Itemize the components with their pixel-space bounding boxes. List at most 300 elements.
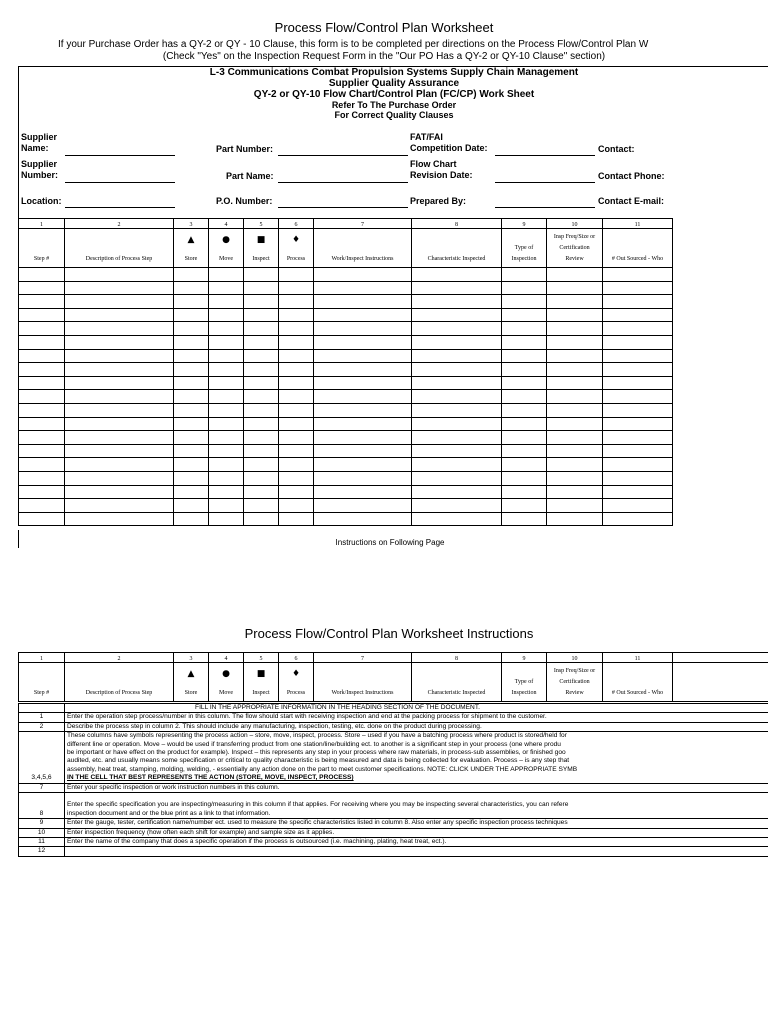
- table-cell[interactable]: [19, 390, 65, 404]
- column-header: [412, 663, 502, 702]
- table-cell[interactable]: [279, 281, 314, 295]
- table-cell[interactable]: [279, 363, 314, 377]
- table-cell[interactable]: [547, 417, 603, 431]
- flow-chart-field[interactable]: [495, 182, 595, 183]
- instruction-text: [65, 828, 768, 837]
- table-cell[interactable]: [603, 458, 673, 472]
- table-cell[interactable]: [209, 349, 244, 363]
- table-cell[interactable]: [174, 281, 209, 295]
- table-cell[interactable]: [547, 349, 603, 363]
- table-cell[interactable]: [174, 485, 209, 499]
- table-cell[interactable]: [174, 417, 209, 431]
- fat-fai-field[interactable]: [495, 155, 595, 156]
- table-cell[interactable]: [65, 417, 174, 431]
- table-cell[interactable]: [174, 335, 209, 349]
- table-cell[interactable]: [279, 349, 314, 363]
- table-row: [19, 403, 673, 417]
- column-number: 6: [279, 653, 314, 663]
- table-cell[interactable]: [603, 308, 673, 322]
- table-cell[interactable]: [19, 349, 65, 363]
- table-cell[interactable]: [244, 444, 279, 458]
- table-cell[interactable]: [279, 471, 314, 485]
- inspect-symbol-icon: ■: [256, 235, 266, 245]
- table-cell[interactable]: [547, 281, 603, 295]
- table-cell[interactable]: [412, 417, 502, 431]
- table-cell[interactable]: [209, 308, 244, 322]
- instruction-row: [19, 838, 768, 847]
- table-cell[interactable]: [65, 308, 174, 322]
- column-header: [502, 229, 547, 268]
- column-header-label: Store: [184, 256, 198, 262]
- column-number: 7: [314, 219, 412, 229]
- table-cell[interactable]: [19, 363, 65, 377]
- table-cell[interactable]: [603, 295, 673, 309]
- table-cell[interactable]: [65, 376, 174, 390]
- table-cell[interactable]: [209, 485, 244, 499]
- move-symbol-icon: ●: [222, 669, 230, 679]
- table-cell[interactable]: [174, 444, 209, 458]
- table-cell[interactable]: [209, 444, 244, 458]
- instruction-line: inspection document and or the blue print as a link to that information.: [67, 809, 271, 817]
- supplier-number-label: Supplier Number:: [21, 159, 59, 180]
- table-cell[interactable]: [244, 458, 279, 472]
- table-cell[interactable]: [314, 349, 412, 363]
- table-cell[interactable]: [209, 390, 244, 404]
- table-cell[interactable]: [209, 499, 244, 513]
- table-cell[interactable]: [603, 471, 673, 485]
- instruction-step-number: 12: [19, 847, 65, 856]
- table-cell[interactable]: [279, 295, 314, 309]
- table-cell[interactable]: [412, 363, 502, 377]
- column-header: [603, 663, 673, 702]
- instructions-table: [18, 703, 768, 857]
- table-cell[interactable]: [244, 417, 279, 431]
- table-cell[interactable]: [412, 376, 502, 390]
- table-cell[interactable]: [502, 268, 547, 282]
- table-cell[interactable]: [547, 363, 603, 377]
- table-cell[interactable]: [603, 417, 673, 431]
- table-cell[interactable]: [314, 417, 412, 431]
- table-cell[interactable]: [603, 349, 673, 363]
- table-cell[interactable]: [174, 295, 209, 309]
- table-cell[interactable]: [65, 349, 174, 363]
- table-cell[interactable]: [603, 512, 673, 526]
- table-cell[interactable]: [314, 295, 412, 309]
- table-cell[interactable]: [65, 295, 174, 309]
- table-cell[interactable]: [314, 268, 412, 282]
- table-cell[interactable]: [603, 499, 673, 513]
- table-cell[interactable]: [279, 335, 314, 349]
- table-cell[interactable]: [244, 349, 279, 363]
- worksheet-subtitle-2: (Check "Yes" on the Inspection Request Form in the "Our PO Has a QY-2 or QY-10 Clause" section): [162, 51, 606, 62]
- table-cell[interactable]: [65, 403, 174, 417]
- table-cell[interactable]: [65, 471, 174, 485]
- column-number-row: [19, 219, 673, 229]
- table-cell[interactable]: [603, 376, 673, 390]
- table-row: [19, 363, 673, 377]
- table-cell[interactable]: [314, 444, 412, 458]
- table-cell[interactable]: [314, 390, 412, 404]
- table-cell[interactable]: [603, 485, 673, 499]
- banner-spacer: [19, 704, 65, 713]
- column-number: 3: [174, 653, 209, 663]
- instruction-text: [65, 783, 768, 792]
- table-cell[interactable]: [314, 376, 412, 390]
- table-cell[interactable]: [279, 376, 314, 390]
- column-header: [673, 663, 768, 702]
- column-number: 10: [547, 653, 603, 663]
- table-cell[interactable]: [174, 268, 209, 282]
- table-cell[interactable]: [547, 499, 603, 513]
- table-cell[interactable]: [279, 417, 314, 431]
- table-cell[interactable]: [19, 322, 65, 336]
- table-cell[interactable]: [174, 512, 209, 526]
- worksheet-subtitle-1: If your Purchase Order has a QY-2 or QY - 10 Clause, this form is to be completed per directions on the Process Flow/Control Plan W: [58, 39, 649, 50]
- table-cell[interactable]: [279, 308, 314, 322]
- instruction-text: [65, 793, 768, 819]
- table-cell[interactable]: [174, 349, 209, 363]
- table-cell[interactable]: [279, 431, 314, 445]
- table-cell[interactable]: [19, 431, 65, 445]
- table-cell[interactable]: [502, 363, 547, 377]
- table-cell[interactable]: [279, 499, 314, 513]
- table-cell[interactable]: [314, 403, 412, 417]
- column-header-label: Move: [219, 256, 233, 262]
- instruction-row: [19, 713, 768, 722]
- store-symbol-icon: ▲: [187, 669, 195, 679]
- column-number: 1: [19, 219, 65, 229]
- table-cell[interactable]: [209, 431, 244, 445]
- table-cell[interactable]: [412, 403, 502, 417]
- table-cell[interactable]: [314, 431, 412, 445]
- column-header-label: Characteristic Inspected: [427, 690, 486, 696]
- table-cell[interactable]: [314, 335, 412, 349]
- table-cell[interactable]: [279, 512, 314, 526]
- location-field[interactable]: [65, 207, 175, 208]
- column-header-label: Process: [286, 690, 306, 696]
- table-cell[interactable]: [65, 512, 174, 526]
- table-cell[interactable]: [174, 499, 209, 513]
- instruction-line: [67, 847, 766, 855]
- table-cell[interactable]: [279, 444, 314, 458]
- column-header-label: Type of Inspection: [511, 245, 537, 262]
- table-row: [19, 349, 673, 363]
- table-cell[interactable]: [603, 268, 673, 282]
- table-cell[interactable]: [19, 485, 65, 499]
- instruction-line: IN THE CELL THAT BEST REPRESENTS THE ACTION (STORE, MOVE, INSPECT, PROCESS): [67, 774, 354, 782]
- table-cell[interactable]: [65, 363, 174, 377]
- table-cell[interactable]: [412, 335, 502, 349]
- table-cell[interactable]: [502, 444, 547, 458]
- table-cell[interactable]: [502, 308, 547, 322]
- table-cell[interactable]: [65, 485, 174, 499]
- table-cell[interactable]: [244, 335, 279, 349]
- table-cell[interactable]: [244, 322, 279, 336]
- table-cell[interactable]: [209, 363, 244, 377]
- table-row: [19, 376, 673, 390]
- supplier-number-field[interactable]: [65, 182, 175, 183]
- table-cell[interactable]: [244, 485, 279, 499]
- instruction-step-number: 7: [19, 783, 65, 792]
- table-cell[interactable]: [547, 376, 603, 390]
- table-row: [19, 512, 673, 526]
- table-cell[interactable]: [412, 295, 502, 309]
- column-header: [174, 229, 209, 268]
- table-row: [19, 417, 673, 431]
- table-cell[interactable]: [279, 322, 314, 336]
- column-number: 5: [244, 653, 279, 663]
- table-cell[interactable]: [502, 403, 547, 417]
- table-cell[interactable]: [65, 499, 174, 513]
- table-cell[interactable]: [603, 322, 673, 336]
- table-cell[interactable]: [547, 485, 603, 499]
- table-cell[interactable]: [547, 390, 603, 404]
- table-cell[interactable]: [19, 403, 65, 417]
- table-cell[interactable]: [209, 403, 244, 417]
- table-cell[interactable]: [502, 390, 547, 404]
- instruction-text: [65, 713, 768, 722]
- column-number: 6: [279, 219, 314, 229]
- table-cell[interactable]: [547, 512, 603, 526]
- table-cell[interactable]: [65, 458, 174, 472]
- table-cell[interactable]: [314, 485, 412, 499]
- table-cell[interactable]: [412, 499, 502, 513]
- table-cell[interactable]: [244, 431, 279, 445]
- process-symbol-icon: ♦: [291, 235, 301, 245]
- instruction-line: [67, 793, 766, 801]
- table-cell[interactable]: [174, 363, 209, 377]
- table-cell[interactable]: [502, 322, 547, 336]
- table-cell[interactable]: [547, 268, 603, 282]
- table-cell[interactable]: [209, 295, 244, 309]
- table-cell[interactable]: [19, 281, 65, 295]
- table-cell[interactable]: [412, 322, 502, 336]
- table-cell[interactable]: [412, 485, 502, 499]
- table-cell[interactable]: [244, 281, 279, 295]
- column-header-label: Insp Freq/Size or Certification Review: [553, 234, 596, 262]
- table-cell[interactable]: [174, 376, 209, 390]
- table-cell[interactable]: [244, 471, 279, 485]
- column-header-label: Type of Inspection: [511, 679, 537, 696]
- table-cell[interactable]: [502, 295, 547, 309]
- footer-note: Instructions on Following Page: [335, 538, 445, 547]
- table-cell[interactable]: [209, 417, 244, 431]
- table-cell[interactable]: [19, 376, 65, 390]
- table-cell[interactable]: [279, 403, 314, 417]
- part-number-label: Part Number:: [216, 144, 274, 154]
- table-cell[interactable]: [209, 458, 244, 472]
- table-cell[interactable]: [19, 417, 65, 431]
- table-cell[interactable]: [412, 390, 502, 404]
- instruction-line: be important or have effect on the product for example). Inspect – this represents any step in your process where raw materials, in process-sub assemblies, or finished goo: [67, 749, 566, 757]
- table-cell[interactable]: [547, 431, 603, 445]
- table-cell[interactable]: [244, 376, 279, 390]
- table-cell[interactable]: [279, 268, 314, 282]
- table-cell[interactable]: [209, 335, 244, 349]
- instructions-banner-row: [19, 704, 768, 713]
- table-cell[interactable]: [174, 322, 209, 336]
- instruction-text: [65, 819, 768, 828]
- table-cell[interactable]: [314, 308, 412, 322]
- table-cell[interactable]: [174, 403, 209, 417]
- table-cell[interactable]: [603, 363, 673, 377]
- table-cell[interactable]: [502, 471, 547, 485]
- instructions-column-table: [18, 652, 768, 702]
- po-number-field[interactable]: [278, 207, 408, 208]
- instruction-row: [19, 847, 768, 856]
- table-cell[interactable]: [314, 322, 412, 336]
- table-cell[interactable]: [603, 390, 673, 404]
- instruction-text: [65, 732, 768, 783]
- column-number: 4: [209, 653, 244, 663]
- table-cell[interactable]: [65, 322, 174, 336]
- table-cell[interactable]: [174, 458, 209, 472]
- part-number-field[interactable]: [278, 155, 408, 156]
- table-cell[interactable]: [174, 431, 209, 445]
- table-cell[interactable]: [603, 281, 673, 295]
- column-header-label: # Out Sourced - Who: [611, 690, 664, 696]
- table-cell[interactable]: [412, 308, 502, 322]
- table-cell[interactable]: [244, 308, 279, 322]
- table-cell[interactable]: [209, 471, 244, 485]
- table-row: [19, 268, 673, 282]
- contact-phone-label: Contact Phone:: [598, 171, 665, 181]
- table-cell[interactable]: [19, 295, 65, 309]
- table-cell[interactable]: [65, 390, 174, 404]
- table-cell[interactable]: [279, 458, 314, 472]
- header-line: Refer To The Purchase Order: [331, 100, 457, 110]
- table-cell[interactable]: [244, 390, 279, 404]
- process-flow-table: [18, 218, 673, 526]
- table-cell[interactable]: [65, 335, 174, 349]
- table-cell[interactable]: [412, 431, 502, 445]
- table-cell[interactable]: [209, 322, 244, 336]
- table-cell[interactable]: [502, 335, 547, 349]
- table-cell[interactable]: [244, 512, 279, 526]
- table-cell[interactable]: [314, 471, 412, 485]
- instruction-row: [19, 732, 768, 783]
- table-row: [19, 431, 673, 445]
- column-number: 4: [209, 219, 244, 229]
- column-header-label: Characteristic Inspected: [427, 256, 486, 262]
- table-cell[interactable]: [65, 268, 174, 282]
- table-cell[interactable]: [603, 431, 673, 445]
- table-cell[interactable]: [209, 268, 244, 282]
- table-cell[interactable]: [412, 444, 502, 458]
- table-cell[interactable]: [209, 512, 244, 526]
- table-cell[interactable]: [547, 471, 603, 485]
- table-cell[interactable]: [19, 308, 65, 322]
- table-cell[interactable]: [502, 485, 547, 499]
- column-header-label: Store: [184, 690, 198, 696]
- table-cell[interactable]: [502, 512, 547, 526]
- table-cell[interactable]: [65, 281, 174, 295]
- table-cell[interactable]: [244, 295, 279, 309]
- table-cell[interactable]: [502, 281, 547, 295]
- table-cell[interactable]: [19, 444, 65, 458]
- table-cell[interactable]: [547, 308, 603, 322]
- table-cell[interactable]: [174, 308, 209, 322]
- table-cell[interactable]: [244, 363, 279, 377]
- column-header: [65, 663, 174, 702]
- table-cell[interactable]: [547, 322, 603, 336]
- table-cell[interactable]: [547, 335, 603, 349]
- table-cell[interactable]: [19, 268, 65, 282]
- table-cell[interactable]: [547, 444, 603, 458]
- column-header: [547, 229, 603, 268]
- table-cell[interactable]: [502, 431, 547, 445]
- table-cell[interactable]: [65, 431, 174, 445]
- table-cell[interactable]: [412, 458, 502, 472]
- table-cell[interactable]: [314, 281, 412, 295]
- table-cell[interactable]: [244, 403, 279, 417]
- table-cell[interactable]: [502, 376, 547, 390]
- supplier-name-field[interactable]: [65, 155, 175, 156]
- instruction-line: Enter your specific inspection or work instruction numbers in this column.: [67, 783, 280, 791]
- table-cell[interactable]: [547, 458, 603, 472]
- table-cell[interactable]: [279, 485, 314, 499]
- column-header-label: Description of Process Step: [85, 256, 153, 262]
- table-cell[interactable]: [603, 403, 673, 417]
- column-header-label: Inspect: [252, 690, 270, 696]
- table-cell[interactable]: [412, 471, 502, 485]
- table-cell[interactable]: [174, 471, 209, 485]
- table-cell[interactable]: [244, 268, 279, 282]
- table-cell[interactable]: [314, 458, 412, 472]
- table-cell[interactable]: [209, 281, 244, 295]
- table-cell[interactable]: [19, 512, 65, 526]
- table-cell[interactable]: [314, 499, 412, 513]
- table-cell[interactable]: [412, 268, 502, 282]
- instruction-line: Describe the process step in column 2. This should include any manufacturing, inspection, testing, etc. done on the product during processing.: [67, 722, 482, 730]
- table-cell[interactable]: [502, 349, 547, 363]
- table-cell[interactable]: [412, 512, 502, 526]
- table-cell[interactable]: [502, 458, 547, 472]
- table-cell[interactable]: [244, 499, 279, 513]
- table-cell[interactable]: [547, 403, 603, 417]
- contact-label: Contact:: [598, 144, 635, 154]
- table-cell[interactable]: [603, 335, 673, 349]
- table-cell[interactable]: [412, 281, 502, 295]
- table-cell[interactable]: [547, 295, 603, 309]
- table-cell[interactable]: [209, 376, 244, 390]
- table-cell[interactable]: [314, 363, 412, 377]
- table-cell[interactable]: [603, 444, 673, 458]
- table-cell[interactable]: [412, 349, 502, 363]
- header-line: For Correct Quality Clauses: [334, 110, 454, 120]
- table-cell[interactable]: [502, 417, 547, 431]
- part-name-field[interactable]: [278, 182, 408, 183]
- table-cell[interactable]: [19, 458, 65, 472]
- header-line: L-3 Communications Combat Propulsion Systems Supply Chain Management: [209, 67, 579, 78]
- column-header-label: Description of Process Step: [85, 690, 153, 696]
- table-cell[interactable]: [502, 499, 547, 513]
- table-cell[interactable]: [314, 512, 412, 526]
- table-cell[interactable]: [279, 390, 314, 404]
- table-cell[interactable]: [19, 471, 65, 485]
- column-header: [19, 229, 65, 268]
- table-cell[interactable]: [19, 499, 65, 513]
- prepared-by-field[interactable]: [495, 207, 595, 208]
- instruction-line: Enter the name of the company that does a specific operation if the process is outsourced (i.e. machining, plating, heat treat, ect.).: [67, 838, 447, 846]
- fat-fai-label: FAT/FAI Competition Date:: [410, 132, 488, 153]
- table-cell[interactable]: [19, 335, 65, 349]
- instruction-step-number: 10: [19, 828, 65, 837]
- table-row: [19, 295, 673, 309]
- table-cell[interactable]: [65, 444, 174, 458]
- location-label: Location:: [21, 196, 62, 206]
- table-cell[interactable]: [174, 390, 209, 404]
